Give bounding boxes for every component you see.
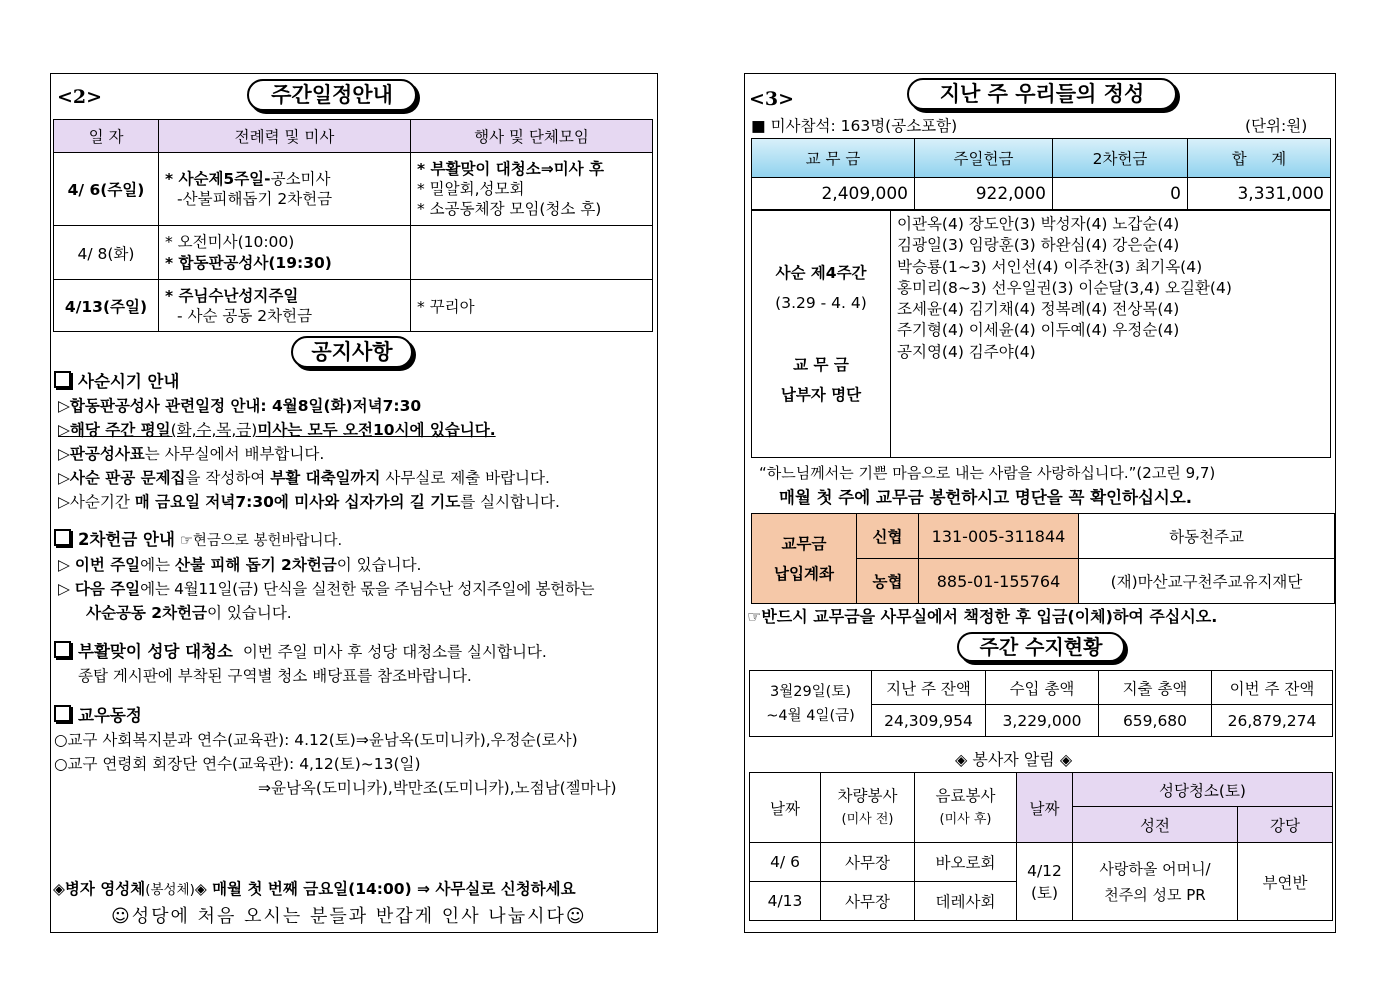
section-parishioners [54,704,617,800]
communion-notice: ◈병자 영성체(봉성체)◈ 매월 첫 번째 금요일(14:00) ⇒ 사무실로 신청하세요 [53,880,576,898]
finance-value: 26,879,274 [1212,705,1333,737]
liturgy-text: * 오전미사(10:00) [165,232,295,251]
cleaning-date: (토) [1030,883,1059,902]
event-text: * 밀알회,성모회 [417,180,525,198]
offering-header: 주일헌금 [915,139,1053,178]
finance-period: ~4월 4일(금) [766,707,855,724]
notice-line: ▷ 이번 주일에는 산불 피해 돕기 2차헌금이 있습니다. [58,556,422,574]
right-page [744,73,1336,933]
unit-label: (단위:원) [1245,117,1308,135]
schedule-header-events: 행사 및 단체모임 [411,120,653,153]
account-number: 885-01-155764 [919,559,1079,604]
notice-line: ▷해당 주간 평일(화,수,목,금)미사는 모두 오전10시에 있습니다. [58,421,496,439]
notice-line: ▷사순 판공 문제집을 작성하여 부활 대축일까지 사무실로 제출 바랍니다. [58,469,550,487]
volunteer-title: ◈ 봉사자 알림 ◈ [955,750,1073,769]
cleaning-sanctuary: 천주의 성모 PR [1104,885,1206,904]
schedule-date: 4/ 6(주일) [54,153,159,226]
cleaning-date: 4/12 [1027,861,1062,880]
account-note: ☞반드시 교무금을 사무실에서 책정한 후 입금(이체)하여 주십시오. [747,607,1218,626]
finance-title: 주간 수지현황 [957,632,1125,662]
section-note: ☞현금으로 봉헌바랍니다. [179,533,343,549]
schedule-header-date: 일 자 [54,120,159,153]
volunteer-date: 4/ 6 [750,843,821,882]
welcome-message: ☺성당에 처음 오시는 분들과 반갑게 인사 나눕시다☺ [111,906,587,927]
offering-header: 2차헌금 [1053,139,1188,178]
schedule-row [54,226,653,280]
section-sasun [54,370,560,514]
volunteer-car: 사무장 [821,843,915,882]
donor-line: 김광일(3) 임랑훈(3) 하완심(4) 강은순(4) [897,236,1180,255]
offering-value: 2,409,000 [752,178,915,210]
offering-reminder: 매월 첫 주에 교무금 봉헌하시고 명단을 꼭 확인하십시오. [779,488,1193,507]
page-number: <3> [749,88,795,110]
finance-header: 지출 총액 [1099,671,1212,705]
account-holder: 하동천주교 [1079,514,1335,559]
volunteer-header: 날짜 [750,773,821,843]
section-title: 사순시기 안내 [78,372,180,391]
bank-name: 신협 [857,514,919,559]
section-title: 교우동정 [78,706,142,725]
square-bullet-icon [54,529,71,546]
finance-value: 659,680 [1099,705,1212,737]
event-text [411,226,653,280]
notice-line: ▷합동판공성사 관련일정 안내: 4월8일(화)저녁7:30 [58,397,422,415]
finance-period: 3월29일(토) [769,683,851,700]
finance-value: 3,229,000 [986,705,1099,737]
volunteer-drink: 바오로회 [915,843,1017,882]
donors-week: 사순 제4주간 [775,264,867,282]
event-text: * 꾸리아 [411,280,653,332]
liturgy-text: - 사순 공동 2차헌금 [177,306,313,325]
donors-label: 교 무 금 [793,356,849,374]
schedule-date: 4/ 8(화) [54,226,159,280]
volunteer-header: (미사 후) [939,811,992,827]
offering-title: 지난 주 우리들의 정성 [907,78,1177,110]
volunteer-header: 음료봉사 [935,786,996,805]
notice-line: ▷판공성사표는 사무실에서 배부합니다. [58,445,325,463]
schedule-title: 주간일정안내 [247,79,417,111]
account-label: 납입계좌 [774,564,834,583]
volunteer-header: 성전 [1073,807,1238,843]
offering-value: 922,000 [915,178,1053,210]
account-number: 131-005-311844 [919,514,1079,559]
donor-line: 공지영(4) 김주야(4) [897,342,1036,361]
notice-line: ○교구 사회복지분과 연수(교육관): 4.12(토)⇒윤남옥(도미니카),우정순(로사) [54,731,578,749]
notice-line: ▷ 다음 주일에는 4월11일(금) 단식을 실천한 몫을 주님수난 성지주일에 봉헌하는 [58,580,595,598]
offering-table [751,138,1331,210]
account-holder: (재)마산교구천주교유지재단 [1079,559,1335,604]
volunteer-header: 성당청소(토) [1073,773,1333,807]
volunteer-date: 4/13 [750,882,821,921]
bank-name: 농협 [857,559,919,604]
schedule-date: 4/13(주일) [54,280,159,332]
notice-title: 공지사항 [291,336,413,368]
finance-header: 이번 주 잔액 [1212,671,1333,705]
account-label: 교무금 [781,534,827,553]
finance-table [749,670,1333,737]
bible-quote: “하느님께서는 기쁜 마음으로 내는 사람을 사랑하십니다.”(2고린 9,7) [759,464,1216,482]
page-number: <2> [57,86,103,108]
donor-line: 이관옥(4) 장도안(3) 박성자(4) 노갑순(4) [897,215,1180,233]
offering-header: 합 계 [1188,139,1331,178]
square-bullet-icon [54,641,71,658]
square-bullet-icon [54,371,71,388]
square-bullet-icon [54,705,71,722]
donor-line: 조세윤(4) 김기채(4) 정복례(4) 전상목(4) [897,300,1180,319]
account-table [751,513,1335,604]
liturgy-text: -산불피해돕기 2차헌금 [177,190,333,208]
donor-line: 주기형(4) 이세윤(4) 이두예(4) 우정순(4) [897,321,1180,340]
finance-header: 수입 총액 [986,671,1099,705]
liturgy-text: * 사순제5주일- [165,170,271,188]
donors-table [751,210,1331,458]
attendance: ■ 미사참석: 163명(공소포함) [751,117,958,135]
notice-line: ⇒윤남옥(도미니카),박만조(도미니카),노점남(젤마나) [258,779,617,797]
volunteer-header: 강당 [1238,807,1333,843]
volunteer-table [749,772,1333,921]
section-title: 2차헌금 안내 [78,530,175,549]
notice-line: 사순공동 2차헌금이 있습니다. [86,604,292,622]
schedule-row [54,153,653,226]
cleaning-sanctuary: 사랑하올 어머니/ [1099,859,1211,878]
donors-label: 납부자 명단 [780,386,862,404]
notice-line: ▷사순기간 매 금요일 저녁7:30에 미사와 십자가의 길 기도를 실시합니다. [58,493,560,511]
volunteer-header: 차량봉사 [837,786,898,805]
volunteer-car: 사무장 [821,882,915,921]
donors-list [891,211,1331,458]
event-text: * 소공동체장 모임(청소 후) [417,200,602,218]
offering-value: 3,331,000 [1188,178,1331,210]
donors-period: (3.29 - 4. 4) [775,294,867,312]
volunteer-header: (미사 전) [841,811,894,827]
section-cleaning [54,640,547,688]
donor-line: 홍미리(8~3) 선우일권(3) 이순달(3,4) 오길환(4) [897,278,1232,297]
section-title: 부활맞이 성당 대청소 [78,642,233,661]
donor-line: 박승룡(1~3) 서인선(4) 이주찬(3) 최기옥(4) [897,257,1203,276]
volunteer-header: 날짜 [1017,773,1073,843]
finance-value: 24,309,954 [872,705,986,737]
schedule-row [54,280,653,332]
section-title-rest: 이번 주일 미사 후 성당 대청소를 실시합니다. [242,643,547,661]
cleaning-hall: 부연반 [1238,843,1333,921]
volunteer-drink: 데레사회 [915,882,1017,921]
notice-line: 종탑 게시판에 부착된 구역별 청소 배당표를 참조바랍니다. [78,667,472,685]
section-second-collection [54,528,594,625]
liturgy-text: * 합동판공성사(19:30) [165,253,332,272]
liturgy-text: * 주님수난성지주일 [165,286,299,305]
finance-header: 지난 주 잔액 [872,671,986,705]
offering-header: 교 무 금 [752,139,915,178]
schedule-header-liturgy: 전례력 및 미사 [159,120,411,153]
notice-line: ○교구 연령회 회장단 연수(교육관): 4,12(토)~13(일) [54,755,421,773]
schedule-table [53,119,653,332]
event-text: * 부활맞이 대청소⇒미사 후 [417,160,605,178]
left-page [50,73,658,933]
liturgy-text: 공소미사 [270,170,331,188]
offering-value: 0 [1053,178,1188,210]
